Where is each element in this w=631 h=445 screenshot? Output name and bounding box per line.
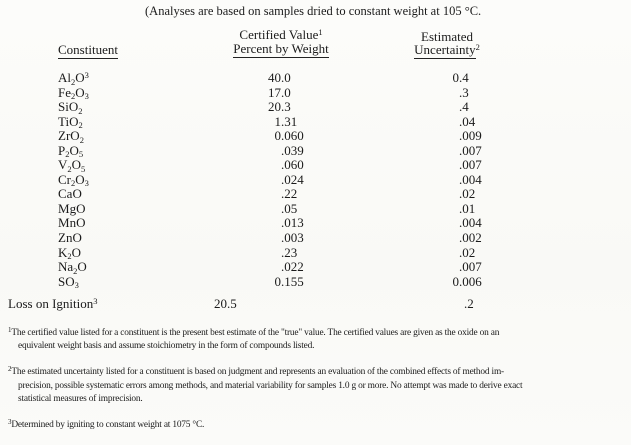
certified-value (235, 274, 304, 290)
fraction-part: .22 (281, 186, 298, 202)
table-row (0, 274, 631, 289)
subscript: 2 (67, 251, 72, 262)
fraction-part: .3 (459, 84, 469, 100)
fraction-part: .022 (281, 259, 304, 275)
footnote-marker: 2 (8, 365, 12, 374)
table-row (0, 70, 631, 85)
footnote-marker: 1 (8, 326, 12, 334)
superscript: 2 (475, 42, 480, 52)
table-row (0, 99, 631, 114)
footnote-line: $^2$The estimated uncertainty listed for a constituent is based on judgment and represents an evaluation of the combined effects of method im- (8, 365, 504, 378)
subscript: 2 (78, 105, 83, 116)
subscript: 2 (71, 91, 76, 102)
fraction-part: .23 (281, 244, 298, 260)
fraction-part: .060 (281, 157, 304, 173)
constituent-table-body (0, 70, 631, 291)
estimated-header-text: Estimated (421, 29, 473, 44)
table-row (0, 157, 631, 172)
column-header-uncertainty-line2 (347, 42, 547, 58)
constituent-formula: ZnO (58, 230, 82, 246)
table-row (0, 201, 631, 216)
subscript: 3 (84, 178, 89, 189)
superscript: 3 (93, 296, 98, 306)
constituent-formula: P2O5 (58, 142, 84, 160)
constituent-formula: SO3 (58, 273, 79, 291)
superscript: 3 (84, 70, 89, 80)
constituent-formula: V2O5 (58, 157, 86, 174)
integer-part: 17 (268, 84, 281, 100)
fraction-part: .3 (281, 99, 291, 115)
fraction-part: .007 (459, 157, 482, 173)
fraction-part: .155 (281, 273, 304, 289)
fraction-part: .060 (281, 128, 304, 144)
footnote-line: precision, possible systematic errors among methods, and material variability for samples 1.0 g or more. No attempt was made to derive exact (18, 380, 523, 391)
footnote (8, 366, 628, 406)
table-row (0, 85, 631, 100)
integer-part: 0 (452, 70, 459, 85)
subscript: 2 (73, 265, 78, 276)
table-row (0, 128, 631, 143)
subscript: 2 (67, 163, 72, 174)
fraction-part: .02 (459, 186, 476, 202)
footnote-marker: 3 (8, 418, 12, 427)
integer-part: 40 (268, 70, 281, 85)
fraction-part: .013 (281, 215, 304, 231)
table-row (0, 143, 631, 158)
fraction-part: .009 (459, 128, 482, 144)
fraction-part: .004 (459, 171, 482, 187)
footnote-line: statistical measures of imprecision. (18, 393, 143, 404)
fraction-part: .002 (459, 230, 482, 246)
table-row (0, 172, 631, 187)
fraction-part: .31 (281, 113, 298, 129)
footnote-line: $^3$Determined by igniting to constant weight at 1075 °C. (8, 418, 205, 431)
fraction-part: .039 (281, 142, 304, 158)
drying-note: (Analyses are based on samples dried to constant weight at 105 °C. (145, 4, 482, 18)
table-row (0, 230, 631, 245)
constituent-formula: K2O (58, 244, 82, 262)
column-header-constituent (58, 42, 118, 58)
subscript: 2 (79, 134, 84, 145)
table-row (0, 215, 631, 230)
fraction-part: .04 (459, 113, 476, 129)
subscript: 5 (78, 149, 84, 160)
constituent-header-text: Constituent (58, 42, 118, 57)
subscript: 2 (71, 178, 76, 189)
constituent-formula: Fe2O3 (58, 84, 89, 102)
table-row (0, 259, 631, 274)
table-row (0, 186, 631, 201)
constituent-formula: TiO2 (58, 113, 83, 131)
constituent-formula: Na2O (58, 259, 87, 276)
fraction-part: .01 (459, 200, 476, 216)
fraction-part: .2 (464, 296, 474, 311)
fraction-part: .0 (281, 84, 291, 100)
integer-part: 0 (274, 273, 281, 289)
subscript: 3 (84, 91, 89, 102)
integer-part: 0 (452, 273, 459, 289)
percent-by-weight-header-text: Percent by Weight (233, 41, 329, 56)
footnote-line: equivalent weight basis and assume stoichiometry in the form of compounds listed. (18, 341, 315, 352)
fraction-part: .006 (459, 273, 482, 289)
loss-on-ignition-uncertainty (418, 296, 474, 312)
fraction-part: .05 (281, 200, 298, 216)
integer-part: 20 (268, 99, 281, 115)
footnote-line: $^1$The certified value listed for a constituent is the present best estimate of the "true" value. The certified values are given as the oxide on an (8, 326, 500, 338)
constituent-formula: Cr2O3 (58, 171, 89, 189)
constituent-formula: MgO (58, 200, 86, 216)
table-row (0, 114, 631, 129)
integer-part: 0 (274, 128, 281, 144)
fraction-part: .024 (281, 171, 304, 187)
uncertainty-header-text: Uncertainty$^2$ (414, 42, 480, 57)
loss-on-ignition-label: Loss on Ignition$^3$ (8, 296, 98, 311)
superscript: 1 (318, 27, 323, 37)
constituent-formula: ZrO2 (58, 128, 84, 145)
constituent-formula: SiO2 (58, 99, 83, 116)
fraction-part: .4 (459, 99, 469, 115)
estimated-uncertainty (413, 274, 482, 290)
constituent-formula: $Al2O^3$ (58, 70, 89, 87)
fraction-part: .007 (459, 142, 482, 158)
constituent-formula: MnO (58, 215, 86, 231)
subscript: 2 (65, 149, 70, 160)
loss-on-ignition-row (0, 296, 631, 311)
footnotes-section (8, 327, 628, 445)
constituent-formula: CaO (58, 186, 82, 202)
fraction-part: .0 (281, 70, 291, 85)
fraction-part: .007 (459, 259, 482, 275)
footnote (8, 327, 628, 353)
integer-part: 1 (274, 113, 281, 129)
footnote (8, 419, 628, 432)
fraction-part: .003 (281, 230, 304, 246)
loss-on-ignition-value (181, 296, 237, 312)
certified-value-header-text: Certified Value$^1$ (239, 27, 323, 42)
fraction-part: .02 (459, 244, 476, 260)
subscript: 3 (74, 280, 79, 291)
fraction-part: .004 (459, 215, 482, 231)
subscript: 2 (78, 120, 83, 131)
integer-part: 20 (214, 296, 227, 311)
subscript: 2 (71, 76, 76, 87)
fraction-part: .4 (459, 70, 469, 85)
subscript: 5 (81, 163, 86, 174)
fraction-part: .5 (227, 296, 237, 311)
table-row (0, 245, 631, 260)
